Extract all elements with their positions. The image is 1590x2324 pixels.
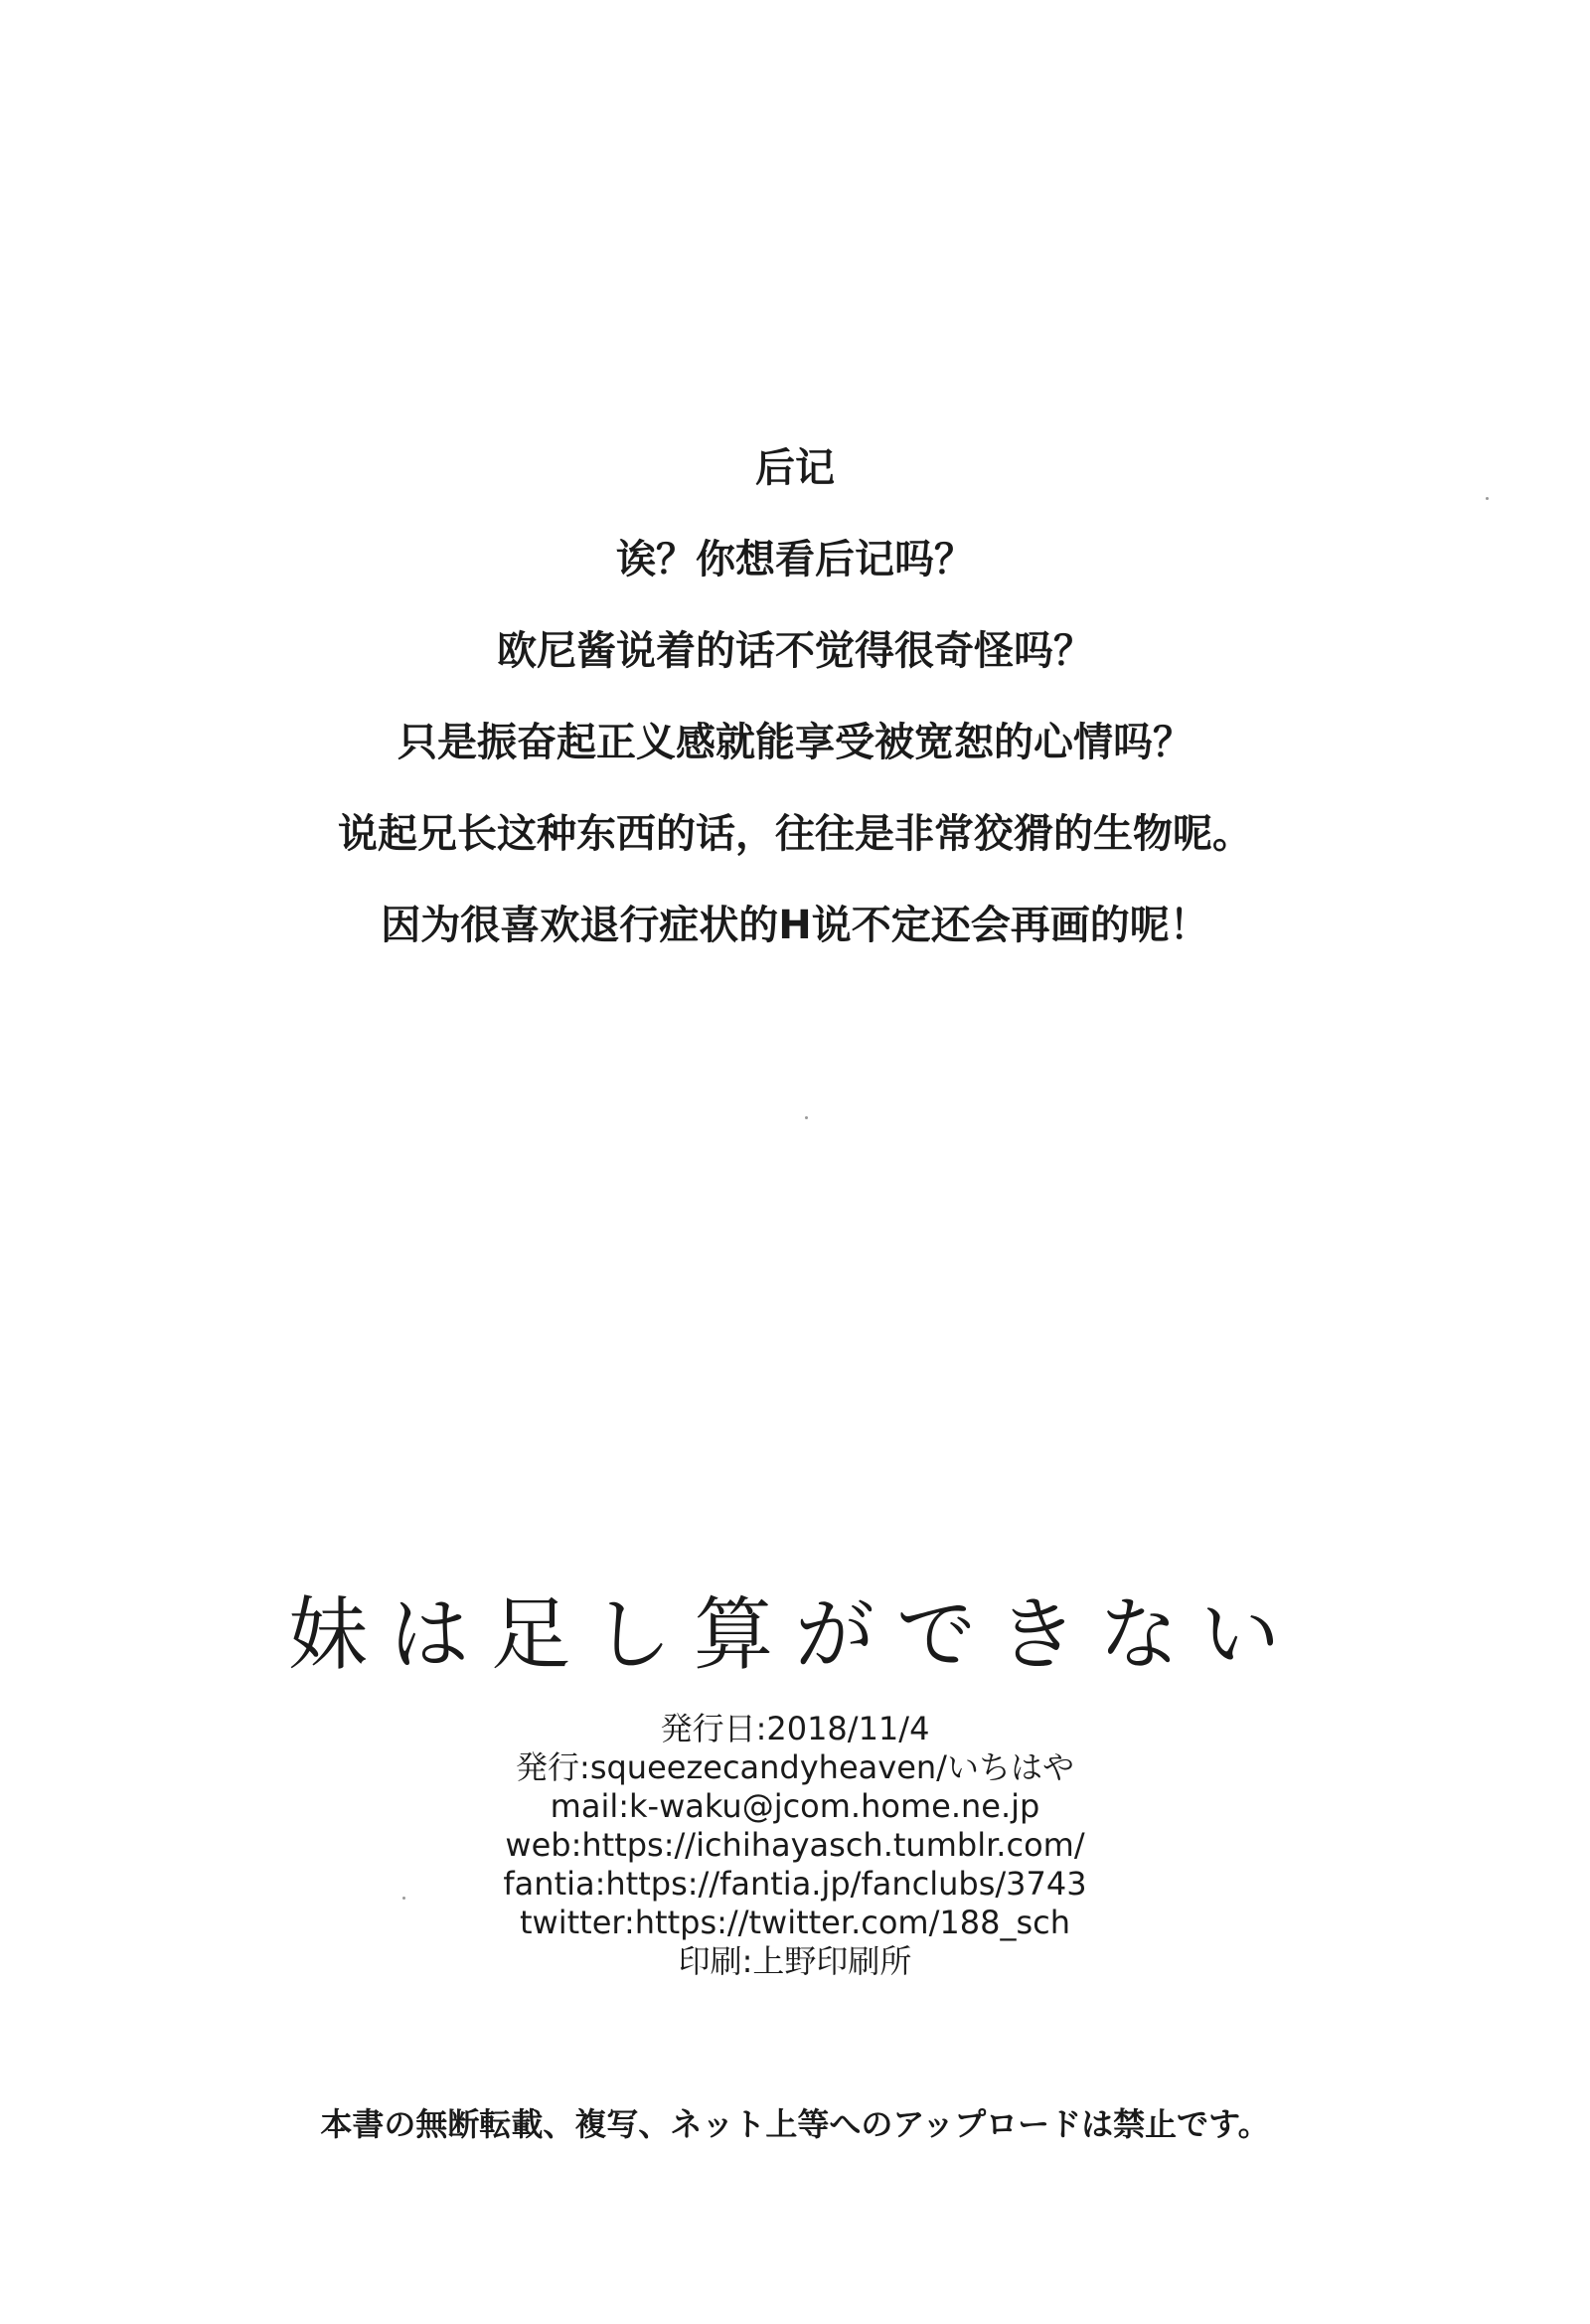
book-title: 妹は足し算ができない	[288, 1588, 1302, 1681]
contact-mail: mail:k-waku@jcom.home.ne.jp	[550, 1787, 1040, 1825]
printer: 印刷:上野印刷所	[678, 1942, 912, 1980]
afterword-line: 诶？你想看后记吗？	[616, 537, 974, 582]
contact-fantia: fantia:https://fantia.jp/fanclubs/3743	[503, 1865, 1087, 1903]
scan-speck	[402, 1897, 405, 1900]
publication-date: 発行日:2018/11/4	[660, 1710, 930, 1747]
scan-speck	[805, 1116, 808, 1119]
afterword-line: 欧尼酱说着的话不觉得很奇怪吗？	[497, 628, 1093, 674]
afterword-heading: 后记	[755, 445, 835, 491]
contact-web: web:https://ichihayasch.tumblr.com/	[505, 1826, 1085, 1864]
copyright-notice: 本書の無断転載、複写、ネット上等へのアップロードは禁止です。	[320, 2105, 1270, 2143]
afterword-line: 说起兄长这种东西的话，往往是非常狡猾的生物呢。	[338, 811, 1252, 857]
contact-twitter: twitter:https://twitter.com/188_sch	[520, 1904, 1070, 1941]
publisher: 発行:squeezecandyheaven/いちはや	[516, 1748, 1074, 1786]
afterword-section	[0, 437, 1590, 986]
afterword-line: 因为很喜欢退行症状的H说不定还会再画的呢！	[381, 903, 1209, 948]
afterword-line: 只是振奋起正义感就能享受被宽恕的心情吗？	[398, 720, 1192, 765]
colophon	[0, 1710, 1590, 1981]
scan-speck	[1486, 497, 1489, 500]
